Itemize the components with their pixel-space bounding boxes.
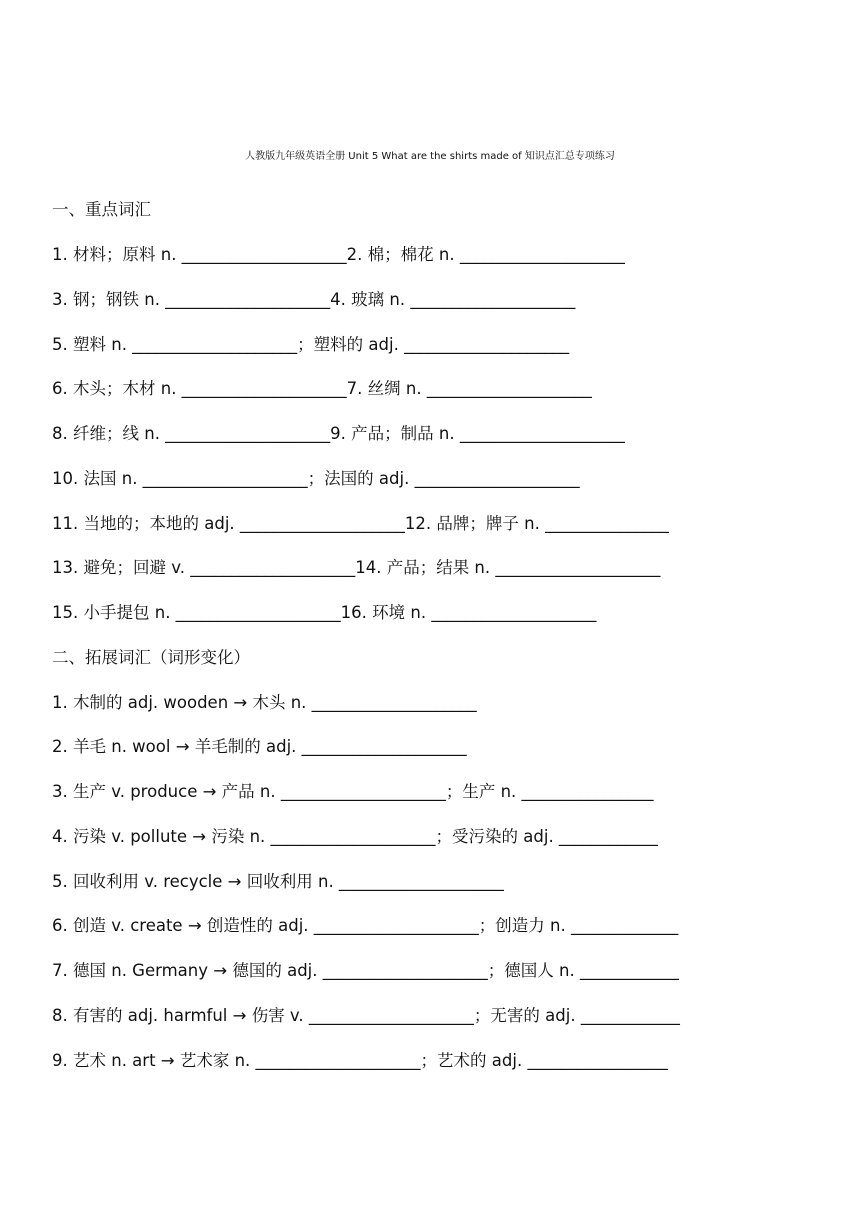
vocab-line: 11. 当地的；本地的 adj. ____________________12. 品牌；牌子 n. _______________ (52, 514, 669, 533)
word-form-line: 3. 生产 v. produce → 产品 n. ____________________；生产 n. ________________ (52, 782, 654, 801)
vocab-line: 8. 纤维；线 n. ____________________9. 产品；制品 n. ____________________ (52, 424, 625, 443)
page-title: 人教版九年级英语全册 Unit 5 What are the shirts made of 知识点汇总专项练习 (245, 151, 615, 162)
word-form-line: 4. 污染 v. pollute → 污染 n. ____________________；受污染的 adj. ____________ (52, 827, 658, 846)
vocab-line: 3. 钢；钢铁 n. ____________________4. 玻璃 n. ____________________ (52, 290, 576, 309)
section-heading-1: 一、重点词汇 (52, 200, 151, 219)
vocab-line: 15. 小手提包 n. ____________________16. 环境 n. ____________________ (52, 603, 597, 622)
word-form-line: 7. 德国 n. Germany → 德国的 adj. ____________________；德国人 n. ____________ (52, 961, 679, 980)
vocab-line: 5. 塑料 n. ____________________；塑料的 adj. ____________________ (52, 335, 570, 354)
vocab-line: 10. 法国 n. ____________________；法国的 adj. ____________________ (52, 469, 580, 488)
vocab-line: 13. 避免；回避 v. ____________________14. 产品；结果 n. ____________________ (52, 558, 661, 577)
word-form-line: 8. 有害的 adj. harmful → 伤害 v. ____________________；无害的 adj. ____________ (52, 1006, 680, 1025)
vocab-line: 1. 材料；原料 n. ____________________2. 棉；棉花 n. ____________________ (52, 245, 625, 264)
word-form-line: 6. 创造 v. create → 创造性的 adj. ____________________；创造力 n. _____________ (52, 916, 679, 935)
word-form-line: 2. 羊毛 n. wool → 羊毛制的 adj. ____________________ (52, 737, 467, 756)
section-heading-2: 二、拓展词汇（词形变化） (52, 648, 250, 667)
word-form-line: 1. 木制的 adj. wooden → 木头 n. ____________________ (52, 693, 477, 712)
word-form-line: 5. 回收利用 v. recycle → 回收利用 n. ____________________ (52, 872, 504, 891)
word-form-line: 9. 艺术 n. art → 艺术家 n. ____________________；艺术的 adj. _________________ (52, 1051, 668, 1070)
vocab-line: 6. 木头；木材 n. ____________________7. 丝绸 n. ____________________ (52, 379, 592, 398)
